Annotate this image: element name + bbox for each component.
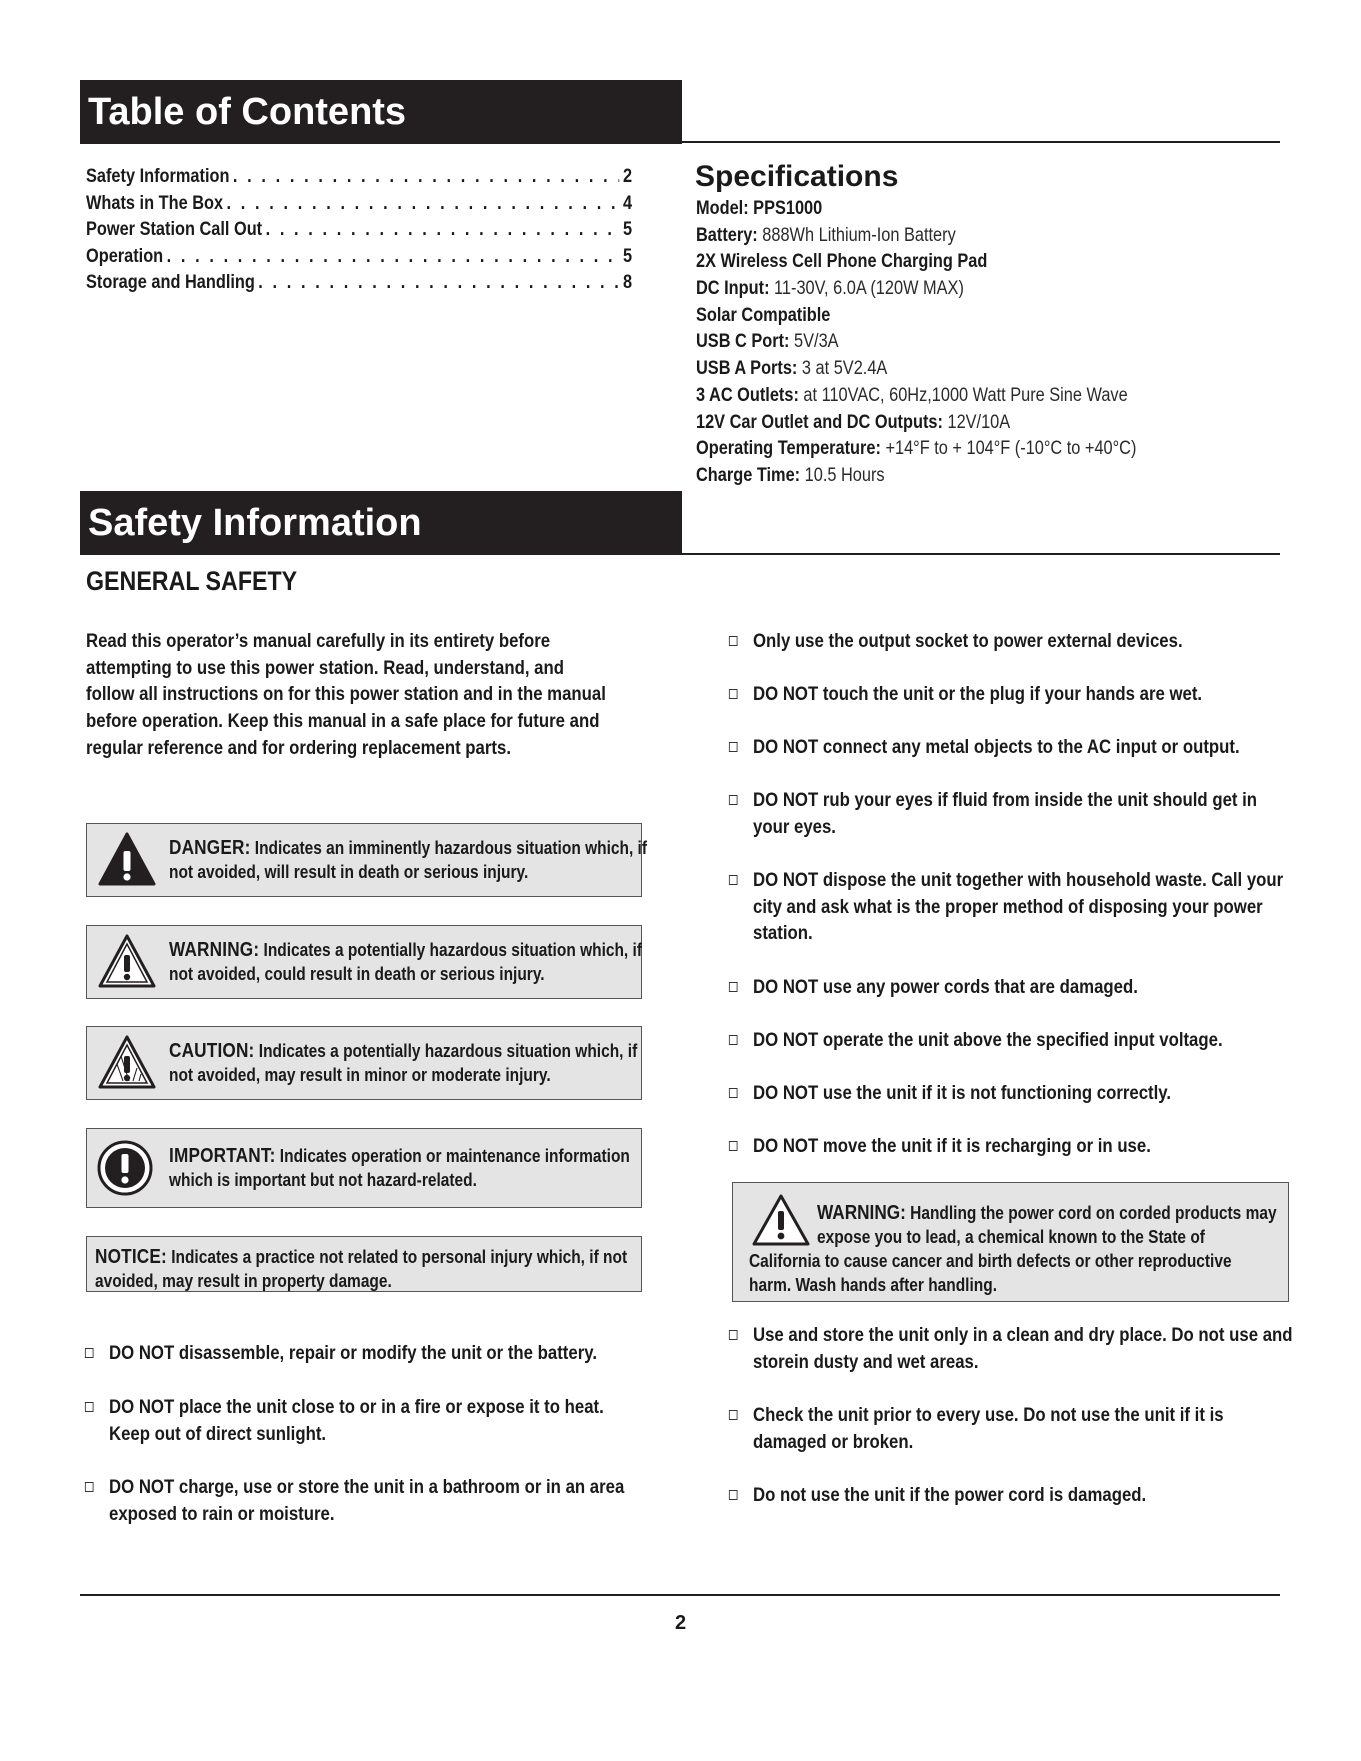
page-number: 2 xyxy=(674,1612,687,1634)
safety-bullet: DO NOT move the unit if it is recharging or in use. xyxy=(753,1133,1286,1160)
toc-entry[interactable]: Safety Information . . . 2 xyxy=(86,166,632,193)
spec-line: 12V Car Outlet and DC Outputs: 12V/10A xyxy=(696,411,1011,433)
warning-triangle-icon xyxy=(751,1193,811,1247)
danger-box: DANGER: Indicates an imminently hazardous situation which, if not avoided, will result in death or serious injury. xyxy=(86,823,642,897)
spec-line: Battery: 888Wh Lithium-Ion Battery xyxy=(696,224,956,246)
safety-intro: Read this operator’s manual carefully in its entirety before attempting to use this power station. Read, understand, and follow all instructions on for this power station and in the manual before operation. Keep this manual in a safe place for future and regular reference and for ordering replacement parts. xyxy=(86,630,606,759)
caution-triangle-icon xyxy=(97,1034,157,1090)
safety-bullet: DO NOT use the unit if it is not functioning correctly. xyxy=(753,1080,1286,1107)
spec-line: Charge Time: 10.5 Hours xyxy=(696,464,885,486)
toc-list xyxy=(86,166,632,299)
safety-heading-band xyxy=(80,491,682,555)
warning-triangle-icon xyxy=(97,933,157,989)
safety-bullet: Only use the output socket to power external devices. xyxy=(753,628,1286,655)
important-circle-icon xyxy=(97,1140,153,1196)
safety-bullet: Use and store the unit only in a clean and dry place. Do not use and storein dusty and wet areas. xyxy=(753,1322,1297,1375)
warning-box: WARNING: Indicates a potentially hazardous situation which, if not avoided, could result in death or serious injury. xyxy=(86,925,642,999)
important-box: IMPORTANT: Indicates operation or maintenance information which is important but not hazard-related. xyxy=(86,1128,642,1208)
danger-triangle-icon xyxy=(97,831,157,887)
safety-bullet: DO NOT charge, use or store the unit in a bathroom or in an area exposed to rain or moisture. xyxy=(109,1474,642,1527)
spec-line: USB A Ports: 3 at 5V2.4A xyxy=(696,358,888,380)
toc-heading-band xyxy=(80,80,682,144)
spec-line: USB C Port: 5V/3A xyxy=(696,331,839,353)
spec-line: Model: PPS1000 xyxy=(696,198,823,219)
safety-bullet: DO NOT touch the unit or the plug if your hands are wet. xyxy=(753,681,1286,708)
toc-entry[interactable]: Storage and Handling . . . 8 xyxy=(86,272,632,299)
safety-bullet: DO NOT disassemble, repair or modify the unit or the battery. xyxy=(109,1340,642,1367)
spec-line: Solar Compatible xyxy=(696,304,831,326)
toc-entry[interactable]: Whats in The Box . . . 4 xyxy=(86,193,632,220)
specifications-heading: Specifications xyxy=(695,160,899,193)
safety-bullet: DO NOT dispose the unit together with household waste. Call your city and ask what is the proper method of disposing your power station. xyxy=(753,867,1291,947)
prop65-warning-box: WARNING: Handling the power cord on corded products may expose you to lead, a chemical known to the State of California to cause cancer and birth defects or other reproductive harm. Wash hands after handling. xyxy=(732,1182,1289,1302)
toc-entry[interactable]: Power Station Call Out . . . 5 xyxy=(86,219,632,246)
spec-line: 2X Wireless Cell Phone Charging Pad xyxy=(696,251,988,273)
footer-rule xyxy=(80,1594,1280,1596)
safety-bullet: DO NOT use any power cords that are damaged. xyxy=(753,974,1286,1001)
safety-bullet: DO NOT connect any metal objects to the AC input or output. xyxy=(753,734,1286,761)
notice-box: NOTICE: Indicates a practice not related to personal injury which, if not avoided, may result in property damage. xyxy=(86,1236,642,1292)
safety-rule xyxy=(680,553,1280,555)
toc-heading: Table of Contents xyxy=(88,91,407,133)
safety-bullet: DO NOT place the unit close to or in a fire or expose it to heat. Keep out of direct sunlight. xyxy=(109,1394,642,1447)
safety-bullet: Check the unit prior to every use. Do not use the unit if it is damaged or broken. xyxy=(753,1402,1286,1455)
spec-line: DC Input: 11-30V, 6.0A (120W MAX) xyxy=(696,278,964,300)
toc-rule xyxy=(680,141,1280,143)
toc-entry[interactable]: Operation . . . 5 xyxy=(86,246,632,273)
spec-line: 3 AC Outlets: at 110VAC, 60Hz,1000 Watt Pure Sine Wave xyxy=(696,384,1128,406)
specifications-list xyxy=(696,198,1296,492)
safety-bullet: DO NOT operate the unit above the specified input voltage. xyxy=(753,1027,1286,1054)
safety-bullet: Do not use the unit if the power cord is damaged. xyxy=(753,1482,1286,1509)
general-safety-heading: GENERAL SAFETY xyxy=(86,566,298,596)
safety-bullet: DO NOT rub your eyes if fluid from inside the unit should get in your eyes. xyxy=(753,787,1286,840)
safety-heading: Safety Information xyxy=(88,502,422,544)
caution-box: CAUTION: Indicates a potentially hazardous situation which, if not avoided, may result in minor or moderate injury. xyxy=(86,1026,642,1100)
spec-line: Operating Temperature: +14°F to + 104°F (-10°C to +40°C) xyxy=(696,438,1137,460)
